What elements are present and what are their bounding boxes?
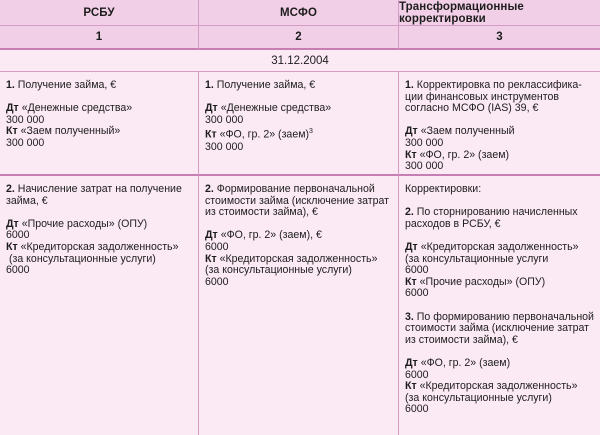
entry-title-cont: стоимости займа (исключение затрат	[405, 322, 589, 335]
credit-amount: 6000	[405, 403, 429, 416]
entry-title: 3. По формированию первоначальной	[405, 310, 594, 323]
credit-line: Кт «Кредиторская задолженность»	[205, 252, 378, 265]
debit-line: Дт «ФО, гр. 2» (заем)	[405, 356, 511, 369]
entry-title: 2. Начисление затрат на получение	[6, 183, 182, 195]
debit-line: Дт «Прочие расходы» (ОПУ)	[6, 217, 148, 230]
col-number-2: 2	[198, 26, 398, 50]
debit-line: Дт «Денежные средства»	[6, 102, 133, 115]
entry-title: 2. Формирование первоначальной	[205, 183, 375, 195]
credit-line-cont: (за консультационные услуги)	[6, 252, 156, 265]
col-number-1: 1	[0, 26, 198, 50]
credit-line: Кт «Кредиторская задолженность»	[6, 240, 179, 253]
credit-amount: 6000	[205, 275, 229, 288]
debit-amount: 300 000	[6, 113, 45, 126]
debit-line: Дт «ФО, гр. 2» (заем), €	[205, 229, 322, 242]
header-transform: Трансформационные корректировки	[398, 0, 600, 26]
entry-title: 1. Корректировка по реклассифика-	[405, 79, 582, 91]
entry-title: 1. Получение займа, €	[205, 79, 316, 91]
debit-amount: 6000	[405, 368, 429, 381]
debit-line-cont: (за консультационные услуги	[405, 252, 549, 265]
credit-line: Кт «ФО, гр. 2» (заем)	[405, 148, 510, 161]
entry-title-cont: стоимости займа (исключение затрат	[205, 194, 389, 207]
debit-line: Дт «Кредиторская задолженность»	[405, 240, 579, 253]
debit-amount: 300 000	[405, 136, 444, 149]
credit-line: Кт «Прочие расходы» (ОПУ)	[405, 275, 546, 288]
date-row: 31.12.2004	[0, 50, 600, 72]
header-rsbu: РСБУ	[0, 0, 198, 26]
row2-rsbu-cell	[0, 176, 198, 435]
entry-title-cont: расходов в РСБУ, €	[405, 217, 501, 230]
credit-amount: 300 000	[205, 140, 244, 153]
credit-line: Кт «Кредиторская задолженность»	[405, 380, 578, 393]
credit-line: Кт «ФО, гр. 2» (заем)$^3$	[205, 128, 313, 141]
debit-amount: 6000	[205, 240, 229, 253]
row2-msfo-cell	[198, 176, 398, 435]
credit-amount: 300 000	[405, 160, 444, 173]
debit-amount: 6000	[6, 229, 30, 242]
row1-transform-cell	[398, 72, 600, 176]
credit-amount: 6000	[405, 287, 429, 300]
entry-title: 1. Получение займа, €	[6, 79, 117, 91]
row1-rsbu-cell	[0, 72, 198, 176]
entry-title-cont: из стоимости займа), €	[205, 206, 318, 219]
header-msfo: МСФО	[198, 0, 398, 26]
debit-amount: 6000	[405, 264, 429, 277]
entry-title-cont: согласно МСФО (IAS) 39, €	[405, 102, 539, 115]
credit-line-cont: (за консультационные услуги)	[205, 264, 352, 277]
credit-line: Кт «Заем полученный»	[6, 125, 121, 138]
entry-title-cont: ции финансовых инструментов	[405, 90, 560, 103]
credit-amount: 300 000	[6, 136, 45, 149]
credit-amount: 6000	[6, 264, 30, 277]
row1-msfo-cell	[198, 72, 398, 176]
debit-line: Дт «Заем полученный	[405, 125, 515, 138]
entry-title-cont: из стоимости займа), €	[405, 333, 518, 346]
col-number-3: 3	[398, 26, 600, 50]
corrections-intro: Корректировки:	[405, 183, 482, 195]
footnote-mark: 3	[309, 128, 313, 136]
credit-line-cont: (за консультационные услуги)	[405, 391, 552, 404]
entry-title: 2. По сторнированию начисленных	[405, 206, 578, 219]
debit-amount: 300 000	[205, 113, 244, 126]
row2-transform-cell	[398, 176, 600, 435]
debit-line: Дт «Денежные средства»	[205, 102, 332, 115]
entry-title-cont: займа, €	[6, 194, 48, 207]
